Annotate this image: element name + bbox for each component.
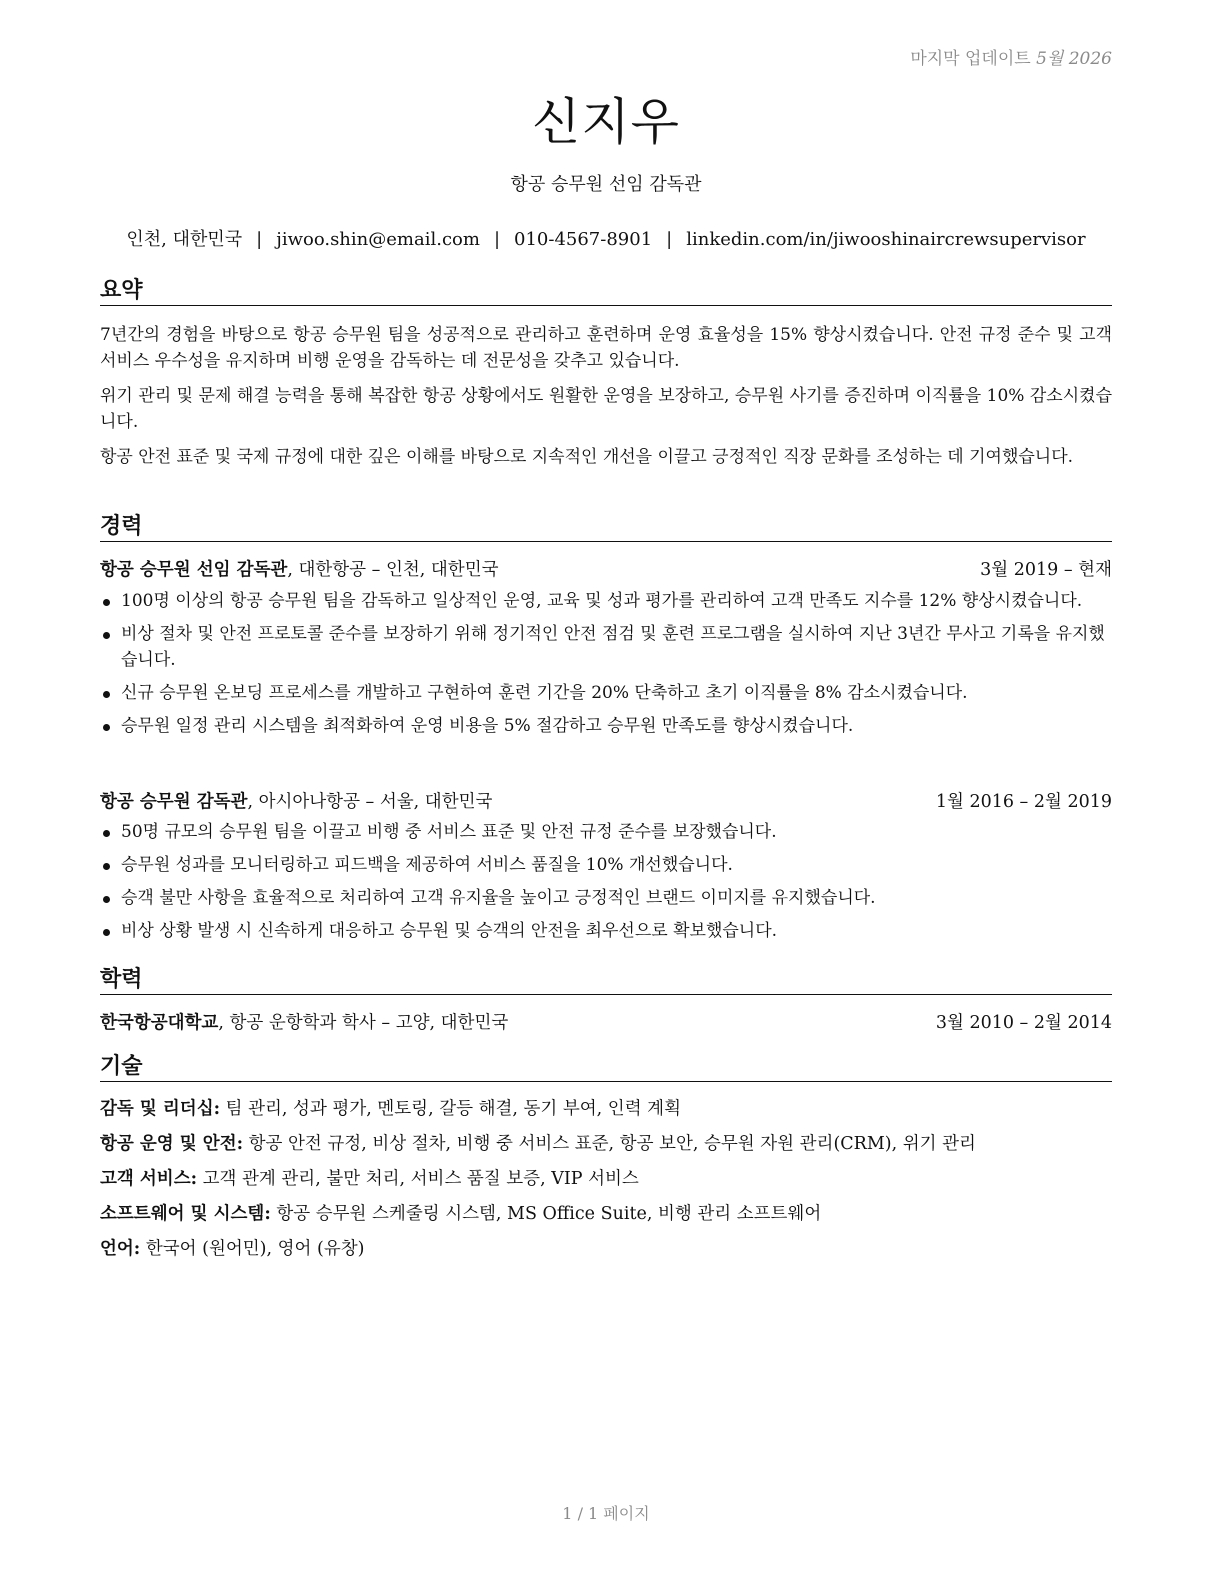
contact-email[interactable]: jiwoo.shin@email.com	[276, 229, 480, 250]
contact-separator: |	[666, 229, 673, 250]
contact-separator: |	[256, 229, 263, 250]
skills-heading: 기술	[100, 1053, 1112, 1082]
skill-items: 한국어 (원어민), 영어 (유창)	[140, 1239, 365, 1259]
experience-org: , 대한항공 – 인천, 대한민국	[287, 560, 499, 580]
bullet-text: 비상 절차 및 안전 프로토콜 준수를 보장하기 위해 정기적인 안전 점검 및 훈련 프로그램을 실시하여 지난 3년간 무사고 기록을 유지했습니다.	[121, 624, 1105, 670]
bullet-icon	[103, 632, 110, 639]
skill-line	[100, 1096, 1112, 1122]
list-item	[100, 621, 1112, 673]
contact-separator: |	[493, 229, 501, 250]
list-item	[100, 918, 1112, 944]
contact-phone[interactable]: 010-4567-8901	[514, 229, 653, 250]
education-dates: 3월 2010 – 2월 2014	[935, 1013, 1112, 1033]
bullet-icon	[103, 929, 110, 936]
skill-line	[100, 1201, 1112, 1227]
list-item	[100, 680, 1112, 706]
bullet-text: 신규 승무원 온보딩 프로세스를 개발하고 구현하여 훈련 기간을 20% 단축하고 초기 이직률을 8% 감소시켰습니다.	[121, 683, 968, 703]
experience-role: 항공 승무원 선임 감독관	[100, 560, 288, 580]
bullet-text: 50명 규모의 승무원 팀을 이끌고 비행 중 서비스 표준 및 안전 규정 준수를 보장했습니다.	[121, 822, 777, 842]
skill-items: 팀 관리, 성과 평가, 멘토링, 갈등 해결, 동기 부여, 인력 계획	[220, 1099, 681, 1119]
education-entry	[100, 1010, 1112, 1036]
summary-heading: 요약	[100, 277, 1112, 306]
experience-bullets	[100, 588, 1112, 746]
experience-bullets	[100, 819, 1112, 951]
bullet-icon	[103, 863, 110, 870]
last-updated	[910, 44, 1112, 69]
skill-items: 항공 안전 규정, 비상 절차, 비행 중 서비스 표준, 항공 보안, 승무원 자원 관리(CRM), 위기 관리	[243, 1134, 976, 1154]
summary-paragraph: 7년간의 경험을 바탕으로 항공 승무원 팀을 성공적으로 관리하고 훈련하며 운영 효율성을 15% 향상시켰습니다. 안전 규정 준수 및 고객 서비스 우수성을 유지하며 비행 운영을 감독하는 데 전문성을 갖추고 있습니다.	[100, 325, 1112, 371]
list-item	[100, 588, 1112, 614]
resume-page	[100, 0, 1112, 1584]
bullet-text: 비상 상황 발생 시 신속하게 대응하고 승무원 및 승객의 안전을 최우선으로 확보했습니다.	[121, 921, 778, 941]
skill-category: 항공 운영 및 안전:	[100, 1134, 244, 1154]
skill-items: 항공 승무원 스케줄링 시스템, MS Office Suite, 비행 관리 소프트웨어	[270, 1204, 822, 1224]
skill-line	[100, 1236, 1112, 1262]
list-item	[100, 819, 1112, 845]
experience-dates: 1월 2016 – 2월 2019	[935, 792, 1112, 812]
contact-line	[100, 225, 1112, 251]
skill-category: 감독 및 리더십:	[100, 1099, 221, 1119]
contact-linkedin[interactable]: linkedin.com/in/jiwooshinaircrewsupervisor	[686, 229, 1086, 250]
skill-line	[100, 1131, 1112, 1157]
experience-entry-header	[100, 789, 1112, 815]
bullet-text: 100명 이상의 항공 승무원 팀을 감독하고 일상적인 운영, 교육 및 성과 평가를 관리하여 고객 만족도 지수를 12% 향상시켰습니다.	[121, 591, 1083, 611]
list-item	[100, 713, 1112, 739]
list-item	[100, 852, 1112, 878]
skill-category: 소프트웨어 및 시스템:	[100, 1204, 271, 1224]
bullet-icon	[103, 691, 110, 698]
education-detail: , 항공 운항학과 학사 – 고양, 대한민국	[218, 1013, 509, 1033]
experience-dates: 3월 2019 – 현재	[980, 560, 1112, 580]
summary-paragraph: 항공 안전 표준 및 국제 규정에 대한 깊은 이해를 바탕으로 지속적인 개선을 이끌고 긍정적인 직장 문화를 조성하는 데 기여했습니다.	[100, 447, 1074, 467]
page-number: 1 / 1 페이지	[562, 1504, 650, 1523]
education-heading: 학력	[100, 966, 1112, 995]
bullet-text: 승무원 일정 관리 시스템을 최적화하여 운영 비용을 5% 절감하고 승무원 만족도를 향상시켰습니다.	[121, 716, 854, 736]
bullet-icon	[103, 599, 110, 606]
bullet-icon	[103, 896, 110, 903]
candidate-name: 신지우	[532, 93, 680, 151]
candidate-title: 항공 승무원 선임 감독관	[510, 174, 702, 195]
skill-items: 고객 관계 관리, 불만 처리, 서비스 품질 보증, VIP 서비스	[197, 1169, 639, 1189]
bullet-icon	[103, 724, 110, 731]
summary-paragraph: 위기 관리 및 문제 해결 능력을 통해 복잡한 항공 상황에서도 원활한 운영을 보장하고, 승무원 사기를 증진하며 이직률을 10% 감소시켰습니다.	[100, 386, 1112, 432]
contact-location: 인천, 대한민국	[126, 229, 243, 250]
experience-role: 항공 승무원 감독관	[100, 792, 248, 812]
last-updated-date: 5월 2026	[1036, 49, 1112, 69]
skill-line	[100, 1166, 1112, 1192]
bullet-icon	[103, 830, 110, 837]
skill-category: 언어:	[100, 1239, 141, 1259]
list-item	[100, 885, 1112, 911]
experience-org: , 아시아나항공 – 서울, 대한민국	[247, 792, 493, 812]
experience-heading: 경력	[100, 513, 1112, 542]
education-school: 한국항공대학교	[100, 1013, 219, 1033]
skill-category: 고객 서비스:	[100, 1169, 198, 1189]
bullet-text: 승객 불만 사항을 효율적으로 처리하여 고객 유지율을 높이고 긍정적인 브랜드 이미지를 유지했습니다.	[121, 888, 876, 908]
last-updated-label: 마지막 업데이트	[910, 49, 1037, 69]
bullet-text: 승무원 성과를 모니터링하고 피드백을 제공하여 서비스 품질을 10% 개선했습니다.	[121, 855, 733, 875]
experience-entry-header	[100, 557, 1112, 583]
